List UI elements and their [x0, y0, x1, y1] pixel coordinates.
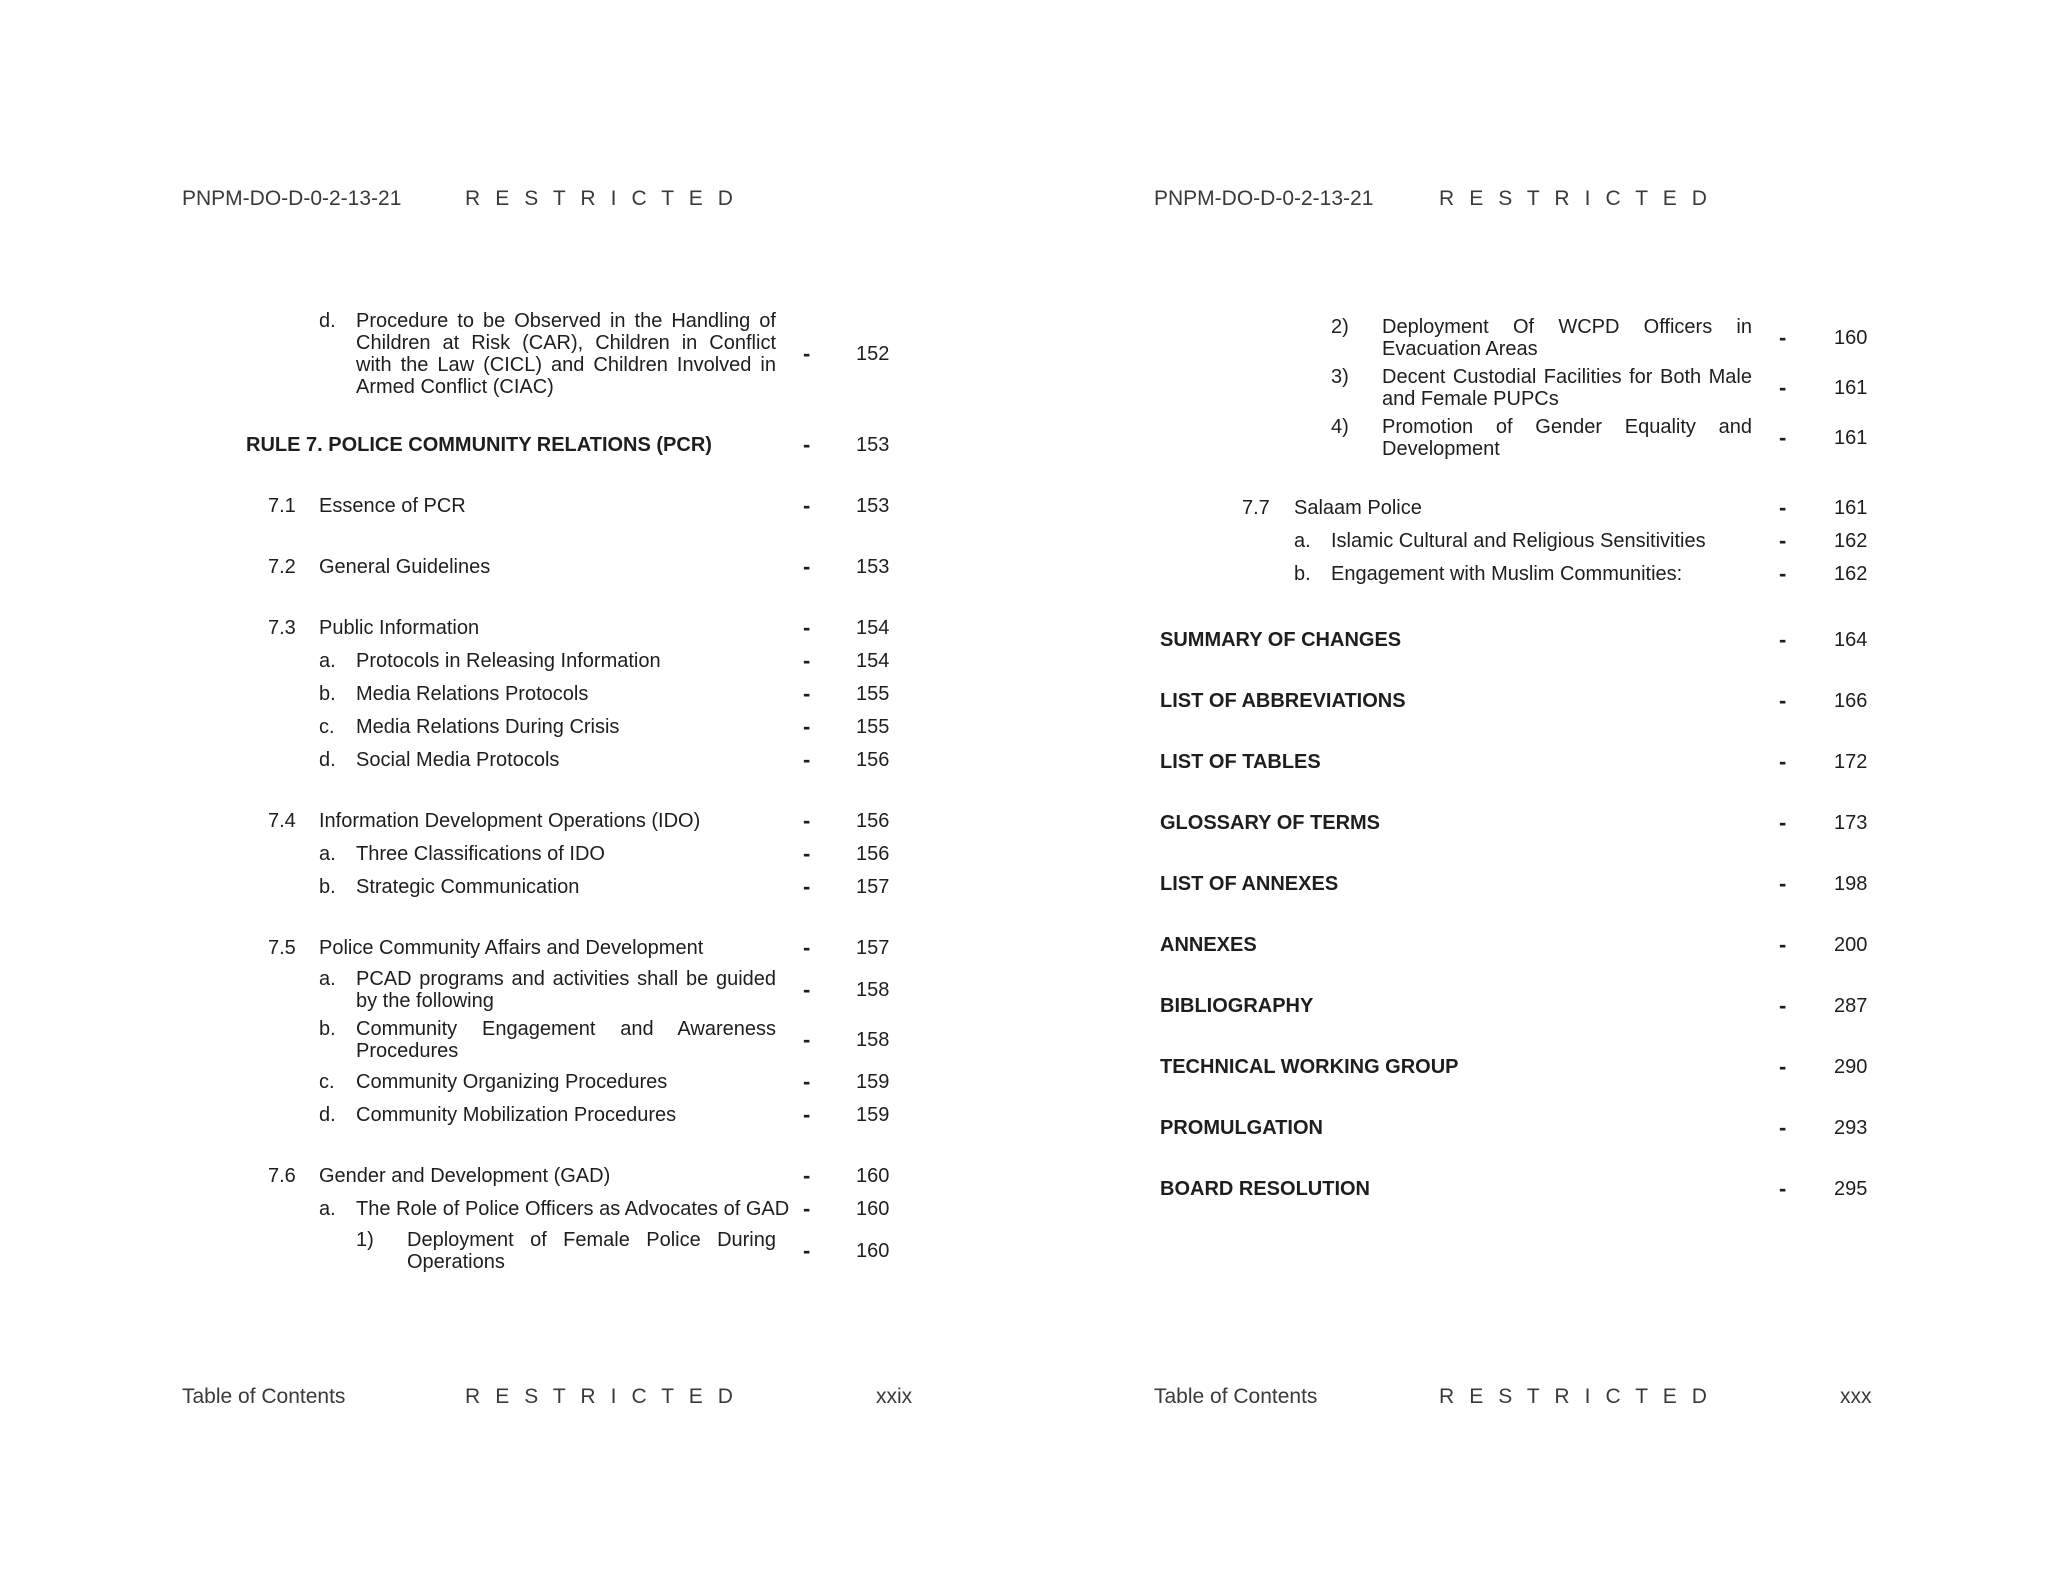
toc-page-number: 200	[1834, 934, 1868, 956]
toc-page-number: 156	[856, 843, 890, 865]
toc-page-number: 156	[856, 810, 890, 832]
toc-entry-label: 1)	[356, 1229, 374, 1251]
toc-page-number: 158	[856, 1029, 890, 1051]
toc-entry-label: a.	[319, 843, 336, 865]
toc-entry-title: BOARD RESOLUTION	[1160, 1178, 1370, 1200]
toc-entry-title: Community Engagement and Awareness Procedures	[356, 1018, 776, 1062]
toc-leader-dash: -	[803, 1196, 811, 1221]
toc-entry-label: c.	[319, 716, 335, 738]
toc-page-number: 153	[856, 556, 890, 578]
toc-leader-dash: -	[803, 1163, 811, 1188]
toc-leader-dash: -	[803, 841, 811, 866]
toc-leader-dash: -	[803, 977, 811, 1002]
toc-leader-dash: -	[1779, 810, 1787, 835]
toc-entry-title: LIST OF ANNEXES	[1160, 873, 1339, 895]
toc-entry-title: RULE 7. POLICE COMMUNITY RELATIONS (PCR)	[246, 434, 712, 456]
toc-leader-dash: -	[803, 874, 811, 899]
right-page	[1024, 0, 2048, 1582]
toc-entry-title: Police Community Affairs and Development	[319, 937, 704, 959]
toc-leader-dash: -	[803, 681, 811, 706]
toc-leader-dash: -	[803, 341, 811, 366]
toc-entry-title: Media Relations Protocols	[356, 683, 589, 705]
toc-entry-title: Deployment Of WCPD Officers in Evacuation Areas	[1382, 316, 1752, 360]
toc-leader-dash: -	[1779, 561, 1787, 586]
toc-entry-label: 7.6	[268, 1165, 296, 1187]
toc-entry-label: a.	[1294, 530, 1311, 552]
toc-leader-dash: -	[803, 554, 811, 579]
toc-leader-dash: -	[803, 493, 811, 518]
toc-entry-title: TECHNICAL WORKING GROUP	[1160, 1056, 1459, 1078]
toc-leader-dash: -	[803, 432, 811, 457]
toc-entry-label: a.	[319, 968, 336, 990]
toc-page-number: 160	[856, 1165, 890, 1187]
toc-leader-dash: -	[1779, 688, 1787, 713]
toc-leader-dash: -	[1779, 932, 1787, 957]
toc-page-number: 160	[856, 1198, 890, 1220]
toc-entry-title: PCAD programs and activities shall be guided by the following	[356, 968, 776, 1012]
toc-page-number: 160	[1834, 327, 1868, 349]
toc-entry-title: Gender and Development (GAD)	[319, 1165, 611, 1187]
toc-page-number: 166	[1834, 690, 1868, 712]
toc-entry-label: 7.1	[268, 495, 296, 517]
toc-entry-title: Protocols in Releasing Information	[356, 650, 661, 672]
toc-entry-title: GLOSSARY OF TERMS	[1160, 812, 1381, 834]
toc-entry-label: 7.5	[268, 937, 296, 959]
toc-leader-dash: -	[1779, 425, 1787, 450]
toc-page-number: 154	[856, 617, 890, 639]
toc-leader-dash: -	[803, 648, 811, 673]
toc-entry-title: LIST OF ABBREVIATIONS	[1160, 690, 1406, 712]
footer-section: Table of Contents	[182, 1385, 346, 1408]
toc-page-number: 152	[856, 343, 890, 365]
toc-leader-dash: -	[803, 747, 811, 772]
footer-classification: R E S T R I C T E D	[465, 1385, 738, 1408]
toc-page-number: 164	[1834, 629, 1868, 651]
toc-page-number: 293	[1834, 1117, 1868, 1139]
toc-leader-dash: -	[1779, 749, 1787, 774]
toc-entry-label: 7.4	[268, 810, 296, 832]
toc-leader-dash: -	[1779, 495, 1787, 520]
toc-entry-title: Three Classifications of IDO	[356, 843, 605, 865]
toc-leader-dash: -	[1779, 1115, 1787, 1140]
toc-entry-title: The Role of Police Officers as Advocates of GAD	[356, 1198, 790, 1220]
toc-entry-title: Salaam Police	[1294, 497, 1422, 519]
toc-page-number: 158	[856, 979, 890, 1001]
toc-leader-dash: -	[803, 1102, 811, 1127]
toc-entry-title: SUMMARY OF CHANGES	[1160, 629, 1402, 651]
toc-page-number: 173	[1834, 812, 1868, 834]
toc-leader-dash: -	[803, 1069, 811, 1094]
footer-classification: R E S T R I C T E D	[1439, 1385, 1712, 1408]
toc-page-number: 156	[856, 749, 890, 771]
toc-entry-title: Public Information	[319, 617, 480, 639]
toc-leader-dash: -	[803, 615, 811, 640]
toc-page-number: 155	[856, 683, 890, 705]
toc-leader-dash: -	[803, 1027, 811, 1052]
toc-page-number: 287	[1834, 995, 1868, 1017]
toc-entry-title: Islamic Cultural and Religious Sensitivities	[1331, 530, 1706, 552]
toc-page-number: 161	[1834, 427, 1868, 449]
toc-entry-label: 4)	[1331, 416, 1349, 438]
toc-entry-label: b.	[1294, 563, 1311, 585]
toc-page-number: 155	[856, 716, 890, 738]
toc-page-number: 290	[1834, 1056, 1868, 1078]
toc-entry-title: PROMULGATION	[1160, 1117, 1323, 1139]
toc-page-number: 157	[856, 937, 890, 959]
toc-entry-label: 7.7	[1242, 497, 1270, 519]
header-doc-code: PNPM-DO-D-0-2-13-21	[182, 187, 402, 210]
toc-entry-title: Deployment of Female Police During Operations	[407, 1229, 776, 1273]
toc-entry-label: 7.3	[268, 617, 296, 639]
toc-entry-title: Essence of PCR	[319, 495, 466, 517]
toc-leader-dash: -	[1779, 1054, 1787, 1079]
toc-entry-title: Procedure to be Observed in the Handling of Children at Risk (CAR), Children in Conflict with the Law (CICL) and Children Involved in Armed Conflict (CIAC)	[356, 310, 776, 398]
toc-entry-title: Strategic Communication	[356, 876, 580, 898]
toc-entry-title: Social Media Protocols	[356, 749, 560, 771]
toc-entry-label: b.	[319, 1018, 336, 1040]
toc-leader-dash: -	[1779, 871, 1787, 896]
toc-page-number: 153	[856, 495, 890, 517]
toc-entry-title: General Guidelines	[319, 556, 491, 578]
toc-leader-dash: -	[803, 1238, 811, 1263]
header-doc-code: PNPM-DO-D-0-2-13-21	[1154, 187, 1374, 210]
toc-entry-label: 3)	[1331, 366, 1349, 388]
toc-entry-title: BIBLIOGRAPHY	[1160, 995, 1314, 1017]
toc-entry-label: b.	[319, 683, 336, 705]
toc-leader-dash: -	[1779, 375, 1787, 400]
toc-page-number: 295	[1834, 1178, 1868, 1200]
toc-entry-label: d.	[319, 310, 336, 332]
toc-leader-dash: -	[1779, 325, 1787, 350]
toc-page-number: 153	[856, 434, 890, 456]
footer-page-number: xxx	[1840, 1385, 1872, 1408]
toc-leader-dash: -	[803, 935, 811, 960]
toc-entry-label: d.	[319, 749, 336, 771]
toc-page-number: 161	[1834, 377, 1868, 399]
toc-entry-title: LIST OF TABLES	[1160, 751, 1321, 773]
toc-page-number: 154	[856, 650, 890, 672]
toc-entry-title: Community Mobilization Procedures	[356, 1104, 677, 1126]
toc-entry-title: Community Organizing Procedures	[356, 1071, 668, 1093]
toc-page-number: 198	[1834, 873, 1868, 895]
toc-page-number: 157	[856, 876, 890, 898]
toc-entry-title: Media Relations During Crisis	[356, 716, 620, 738]
header-classification: R E S T R I C T E D	[1439, 187, 1712, 210]
toc-page-number: 162	[1834, 563, 1868, 585]
toc-leader-dash: -	[1779, 1176, 1787, 1201]
toc-entry-label: c.	[319, 1071, 335, 1093]
toc-leader-dash: -	[1779, 993, 1787, 1018]
toc-entry-title: Promotion of Gender Equality and Development	[1382, 416, 1752, 460]
toc-entry-label: b.	[319, 876, 336, 898]
footer-page-number: xxix	[876, 1385, 913, 1408]
toc-entry-label: a.	[319, 650, 336, 672]
header-classification: R E S T R I C T E D	[465, 187, 738, 210]
toc-entry-title: Decent Custodial Facilities for Both Male and Female PUPCs	[1382, 366, 1752, 410]
toc-leader-dash: -	[1779, 627, 1787, 652]
toc-page-number: 162	[1834, 530, 1868, 552]
footer-section: Table of Contents	[1154, 1385, 1318, 1408]
toc-entry-label: 2)	[1331, 316, 1349, 338]
toc-leader-dash: -	[803, 714, 811, 739]
toc-page-number: 159	[856, 1104, 890, 1126]
toc-entry-label: d.	[319, 1104, 336, 1126]
toc-page-number: 159	[856, 1071, 890, 1093]
toc-entry-title: Information Development Operations (IDO)	[319, 810, 701, 832]
toc-entry-label: 7.2	[268, 556, 296, 578]
toc-entry-title: ANNEXES	[1160, 934, 1257, 956]
toc-entry-title: Engagement with Muslim Communities:	[1331, 563, 1683, 585]
toc-page-number: 160	[856, 1240, 890, 1262]
toc-entry-label: a.	[319, 1198, 336, 1220]
toc-page-number: 172	[1834, 751, 1868, 773]
toc-leader-dash: -	[1779, 528, 1787, 553]
toc-page-number: 161	[1834, 497, 1868, 519]
toc-leader-dash: -	[803, 808, 811, 833]
